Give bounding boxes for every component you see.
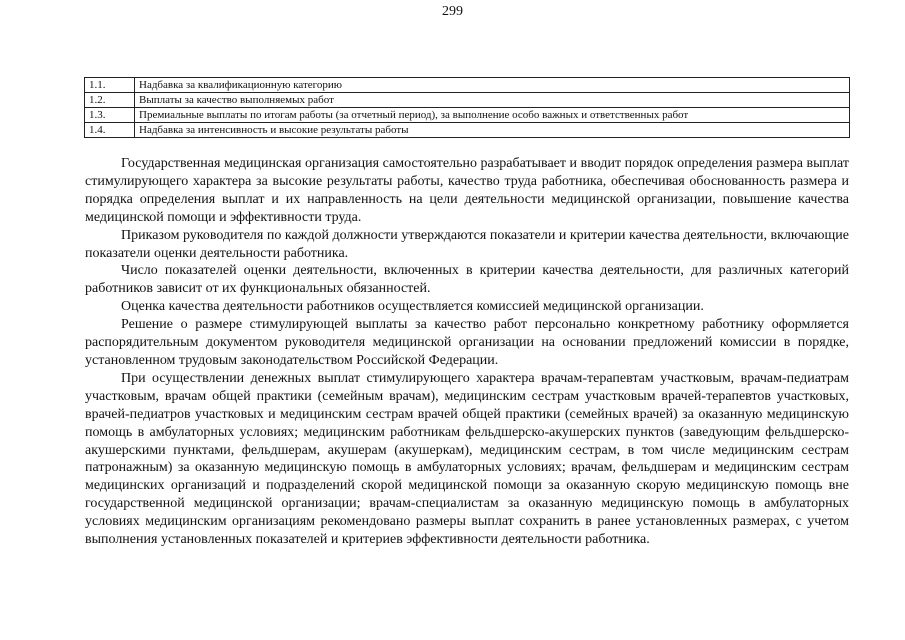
row-number: 1.4. [85, 123, 135, 138]
paragraph: Государственная медицинская организация самостоятельно разрабатывает и вводит порядок определения размера выплат стимулирующего характера за высокие результаты работы, качество труда работника, обеспечивая обоснованность размера и порядка определения выплат и их направленность на цели деятельности медицинской организации, повышение качества медицинской помощи и эффективности труда. [85, 156, 849, 225]
row-text: Выплаты за качество выполняемых работ [135, 93, 850, 108]
table-row [85, 123, 850, 138]
row-number: 1.3. [85, 108, 135, 123]
row-number: 1.1. [85, 78, 135, 93]
row-text: Надбавка за интенсивность и высокие результаты работы [135, 123, 850, 138]
paragraph: При осуществлении денежных выплат стимулирующего характера врачам-терапевтам участковым, врачам-педиатрам участковым, врачам общей практики (семейным врачам), медицинским сестрам участковым врачей-терапевтов участковых, врачей-педиатров участковых и медицинским сестрам врачей общей практики (семейных врачей) за оказанную медицинскую помощь в амбулаторных условиях; медицинским работникам фельдшерско-акушерских пунктов (заведующим фельдшерско-акушерскими пунктами, фельдшерам, акушерам (акушеркам), медицинским сестрам, в том числе медицинским сестрам патронажным) за оказанную медицинскую помощь в амбулаторных условиях; врачам, фельдшерам и медицинским сестрам медицинских организаций и подразделений скорой медицинской помощи за оказанную скорую медицинскую помощь вне государственной медицинской организации; врачам-специалистам за оказанную медицинскую помощь в амбулаторных условиях медицинским организациям рекомендовано размеры выплат сохранить в ранее установленных размерах, с учетом выполнения установленных показателей и критериев эффективности деятельности работника. [85, 370, 849, 548]
page-number: 299 [442, 4, 463, 19]
paragraph: Решение о размере стимулирующей выплаты за качество работ персонально конкретному работнику оформляется распорядительным документом руководителя медицинской организации на основании предложений комиссии в порядке, установленном трудовым законодательством Российской Федерации. [85, 317, 849, 368]
paragraph: Оценка качества деятельности работников осуществляется комиссией медицинской организации. [121, 299, 704, 315]
table-row [85, 78, 850, 93]
row-text: Премиальные выплаты по итогам работы (за отчетный период), за выполнение особо важных и ответственных работ [135, 108, 850, 123]
paragraph: Число показателей оценки деятельности, включенных в критерии качества деятельности, для различных категорий работников зависит от их функциональных обязанностей. [85, 263, 849, 297]
paragraph: Приказом руководителя по каждой должности утверждаются показатели и критерии качества деятельности, включающие показатели оценки деятельности работника. [85, 227, 849, 261]
table-row [85, 93, 850, 108]
row-number: 1.2. [85, 93, 135, 108]
body-text [85, 155, 849, 549]
table-row [85, 108, 850, 123]
payments-table [84, 77, 850, 138]
row-text: Надбавка за квалификационную категорию [135, 78, 850, 93]
